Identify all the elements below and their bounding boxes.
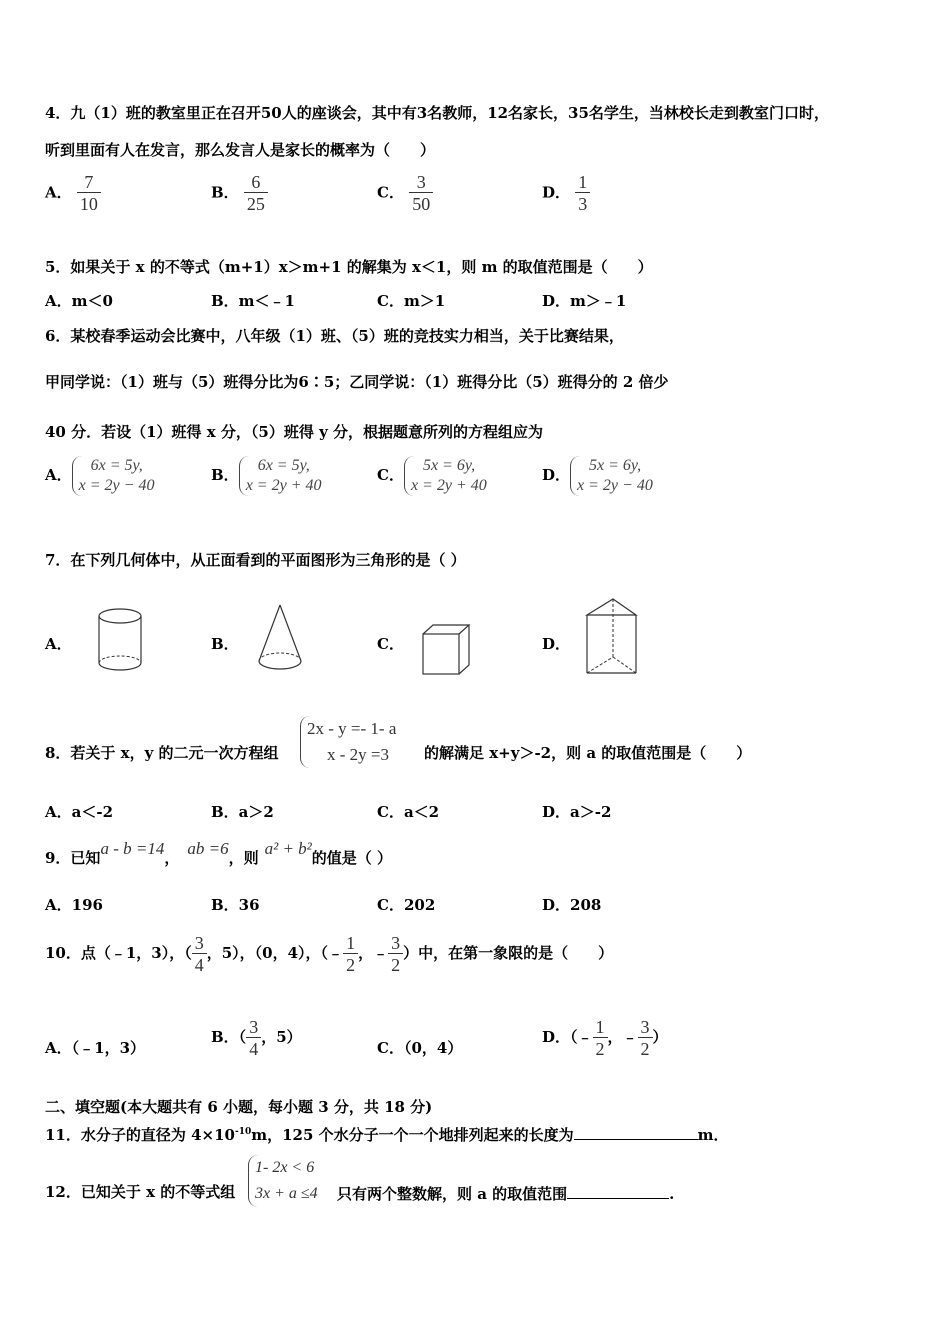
q11-prefix: 11．水分子的直径为 4×10 xyxy=(45,1126,235,1144)
q12-end: . xyxy=(669,1185,675,1203)
q9-expr-ab: ab =6 xyxy=(187,839,229,858)
fraction xyxy=(593,1017,608,1060)
fraction xyxy=(246,1017,261,1060)
option-text: ） xyxy=(652,1028,668,1046)
q10-part2: ，5），（0，4），（﹣ xyxy=(206,944,344,962)
q8-option-d[interactable]: D．a＞-2 xyxy=(542,803,612,821)
q5-stem: 5．如果关于 x 的不等式（m+1）x＞m+1 的解集为 x＜1，则 m 的取值范围是（ ） xyxy=(45,258,653,276)
fraction-numerator: 3 xyxy=(391,932,401,953)
q9-sep1: ， xyxy=(164,849,180,867)
fraction-numerator: 7 xyxy=(84,172,94,192)
q5-option-b[interactable]: B．m＜﹣1 xyxy=(211,292,295,310)
fraction-numerator: 1 xyxy=(595,1016,605,1037)
option-label: A． xyxy=(45,183,72,202)
q6-option-c[interactable] xyxy=(377,456,487,496)
q6-stem-line3: 40 分．若设（1）班得 x 分，（5）班得 y 分，根据题意所列的方程组应为 xyxy=(45,423,544,441)
equation-system xyxy=(72,456,155,496)
fraction-numerator: 3 xyxy=(640,1016,650,1037)
q10-part3: ，﹣ xyxy=(358,944,389,962)
q9-option-d[interactable]: D．208 xyxy=(542,896,602,914)
q10-option-a[interactable]: A．（﹣1，3） xyxy=(45,1039,146,1057)
q5-option-a[interactable]: A．m＜0 xyxy=(45,292,113,310)
option-text: ，5） xyxy=(261,1028,302,1046)
cylinder-icon[interactable] xyxy=(95,605,145,677)
q9-expr-sum-squares: a² + b² xyxy=(264,839,312,858)
option-label: B． xyxy=(211,183,239,202)
fraction-denominator: 2 xyxy=(638,1037,653,1060)
q9-option-c[interactable]: C．202 xyxy=(377,896,436,914)
option-label: D．（﹣ xyxy=(542,1028,593,1046)
inequality-system xyxy=(248,1155,318,1207)
q10-part4: ）中，在第一象限的是（ ） xyxy=(403,944,614,962)
q9-sep2: ，则 xyxy=(228,849,259,867)
q11-stem xyxy=(45,1122,729,1145)
equation-2: x = 2y + 40 xyxy=(245,477,322,494)
equation-system xyxy=(239,456,322,496)
q9-suffix: 的值是（ ） xyxy=(311,849,392,867)
inequality-1: 1- 2x < 6 xyxy=(255,1159,315,1176)
q5-option-d[interactable]: D．m＞﹣1 xyxy=(542,292,627,310)
q12-stem-suffix xyxy=(337,1182,674,1204)
q10-option-c[interactable]: C．（0，4） xyxy=(377,1039,463,1057)
fraction-numerator: 3 xyxy=(194,932,204,953)
q11-exponent: -10 xyxy=(234,1127,252,1137)
cube-icon[interactable] xyxy=(420,622,472,678)
q12-suffix-text: 只有两个整数解，则 a 的取值范围 xyxy=(337,1185,568,1203)
option-label: B． xyxy=(211,466,239,484)
q12-stem-prefix: 12．已知关于 x 的不等式组 xyxy=(45,1183,236,1201)
fraction-denominator: 4 xyxy=(192,953,207,976)
option-label: A． xyxy=(45,466,72,484)
q4-stem-line1: 4．九（1）班的教室里正在召开50人的座谈会，其中有3名教师，12名家长，35名学生，当林校长走到教室门口时， xyxy=(45,104,829,122)
equation-1: 6x = 5y, xyxy=(90,457,143,474)
fraction xyxy=(343,933,358,976)
fraction-numerator: 3 xyxy=(416,172,426,192)
q10-option-b[interactable] xyxy=(211,1016,302,1060)
equation-system xyxy=(570,456,653,496)
q9-prefix: 9．已知 xyxy=(45,849,101,867)
option-label: C． xyxy=(377,183,404,202)
q8-equation-system xyxy=(300,716,396,768)
equation-1: 5x = 6y, xyxy=(422,457,476,474)
q7-option-c-label[interactable]: C． xyxy=(377,635,404,653)
q8-option-a[interactable]: A．a＜-2 xyxy=(45,803,114,821)
q11-middle: m，125 个水分子一个一个地排列起来的长度为 xyxy=(251,1126,574,1144)
option-label: B．（ xyxy=(211,1028,247,1046)
q9-stem xyxy=(45,839,392,868)
equation-system xyxy=(300,716,396,768)
section2-heading: 二、填空题(本大题共有 6 小题，每小题 3 分，共 18 分) xyxy=(45,1098,433,1116)
q4-option-a[interactable] xyxy=(45,172,101,215)
equation-1: 6x = 5y, xyxy=(257,457,310,474)
q9-expr-a-minus-b: a - b =14 xyxy=(100,839,165,858)
fraction-numerator: 1 xyxy=(346,932,356,953)
cone-icon[interactable] xyxy=(255,603,305,677)
q12-inequality-system xyxy=(248,1155,318,1207)
fraction-denominator: 50 xyxy=(409,192,433,215)
q4-stem-line2: 听到里面有人在发言，那么发言人是家长的概率为（ ） xyxy=(45,141,436,159)
equation-2: x = 2y − 40 xyxy=(78,477,155,494)
fraction xyxy=(192,933,207,976)
fraction-denominator: 2 xyxy=(593,1037,608,1060)
q4-option-d[interactable] xyxy=(542,172,590,215)
fraction-denominator: 4 xyxy=(246,1037,261,1060)
q6-option-d[interactable] xyxy=(542,456,653,496)
fraction xyxy=(638,1017,653,1060)
option-text: ，﹣ xyxy=(607,1028,638,1046)
q9-option-b[interactable]: B．36 xyxy=(211,896,260,914)
triangular-prism-icon[interactable] xyxy=(584,597,640,677)
q6-option-a[interactable] xyxy=(45,456,154,496)
inequality-2: 3x + a ≤4 xyxy=(255,1185,318,1202)
q8-stem-suffix: 的解满足 x+y＞-2，则 a 的取值范围是（ ） xyxy=(424,744,752,762)
q11-suffix: m． xyxy=(697,1126,729,1144)
q7-option-a-label[interactable]: A． xyxy=(45,635,72,653)
equation-system xyxy=(404,456,487,496)
q6-option-b[interactable] xyxy=(211,456,321,496)
equation-1: 5x = 6y, xyxy=(589,457,642,474)
fraction-numerator: 1 xyxy=(578,172,588,192)
fraction-denominator: 3 xyxy=(575,192,590,215)
fraction-numerator: 6 xyxy=(251,172,261,192)
equation-1: 2x - y =- 1- a xyxy=(307,719,397,738)
q7-option-b-label[interactable]: B． xyxy=(211,635,239,653)
q8-option-c[interactable]: C．a＜2 xyxy=(377,803,440,821)
fraction xyxy=(575,172,590,215)
q5-option-c[interactable]: C．m＞1 xyxy=(377,292,446,310)
equation-2: x = 2y − 40 xyxy=(577,477,653,494)
q12-answer-blank[interactable] xyxy=(567,1182,669,1199)
q8-option-b[interactable]: B．a＞2 xyxy=(211,803,274,821)
q10-option-d[interactable] xyxy=(542,1016,668,1060)
fraction xyxy=(409,172,433,215)
fraction xyxy=(244,172,268,215)
q7-option-d-label[interactable]: D． xyxy=(542,635,571,653)
q8-stem-prefix: 8．若关于 x，y 的二元一次方程组 xyxy=(45,744,279,762)
option-label: D． xyxy=(542,466,571,484)
q11-answer-blank[interactable] xyxy=(574,1123,698,1140)
fraction-denominator: 2 xyxy=(388,953,403,976)
fraction-denominator: 25 xyxy=(244,192,268,215)
q10-part1: 10．点（﹣1，3），（ xyxy=(45,944,192,962)
q7-stem: 7．在下列几何体中，从正面看到的平面图形为三角形的是（ ） xyxy=(45,551,466,569)
fraction xyxy=(77,172,101,215)
fraction-numerator: 3 xyxy=(249,1016,259,1037)
option-label: D． xyxy=(542,183,571,202)
option-label: C． xyxy=(377,466,404,484)
fraction-denominator: 10 xyxy=(77,192,101,215)
q6-stem-line2: 甲同学说：（1）班与（5）班得分比为6∶5；乙同学说：（1）班得分比（5）班得分的 2 倍少 xyxy=(45,373,669,391)
fraction xyxy=(388,933,403,976)
fraction-denominator: 2 xyxy=(343,953,358,976)
q9-option-a[interactable]: A．196 xyxy=(45,896,103,914)
q6-stem-line1: 6．某校春季运动会比赛中，八年级（1）班、（5）班的竞技实力相当，关于比赛结果， xyxy=(45,327,624,345)
q4-option-b[interactable] xyxy=(211,172,268,215)
equation-2: x = 2y + 40 xyxy=(410,477,487,494)
q10-stem xyxy=(45,932,613,976)
q4-option-c[interactable] xyxy=(377,172,433,215)
equation-2: x - 2y =3 xyxy=(327,745,389,764)
